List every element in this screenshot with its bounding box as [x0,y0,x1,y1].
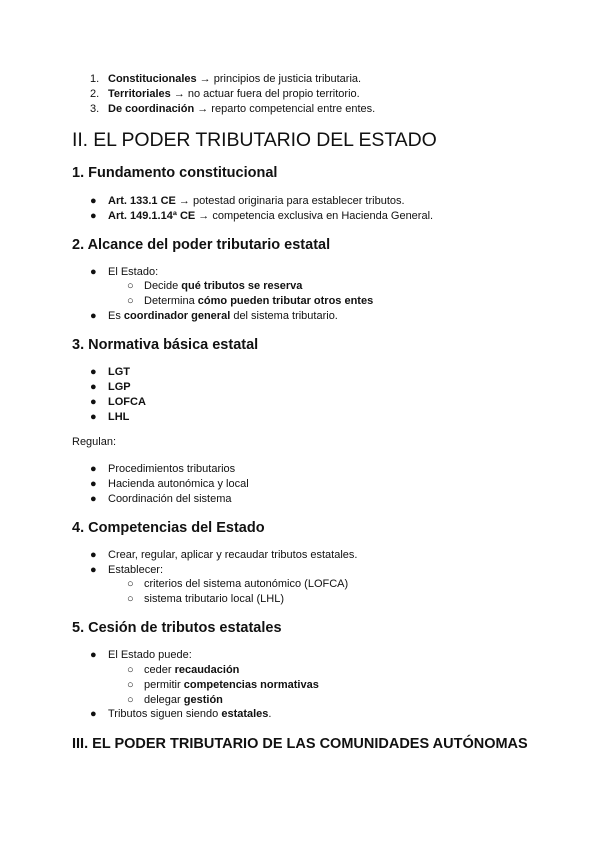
nested-item-text: delegar [144,694,184,706]
list-item-text: → reparto competencial entre entes. [194,103,376,115]
bullet-icon: ● [90,381,97,393]
nested-item-text: ceder [144,664,175,676]
list-item-bold: De coordinación [108,103,195,115]
list-item-text: Tributos siguen siendo [108,708,222,720]
nested-item-text: permitir [144,679,184,691]
bullet-icon: ● [90,708,97,720]
bullet-icon: ● [90,411,97,423]
bullet-icon: ● [90,396,97,408]
list-item: El Estado puede: [108,649,192,661]
nested-list-item [144,279,302,293]
law-item: LHL [108,411,130,423]
nested-item-bold: competencias normativas [183,679,319,691]
list-item-text: → competencia exclusiva en Hacienda General. [195,210,434,222]
nested-list-item [144,663,239,677]
paragraph: Regulan: [72,436,117,448]
bullet-icon: ● [90,493,97,505]
bullet-icon: ● [90,478,97,490]
nested-item-bold: qué tributos se reserva [181,280,303,292]
nested-list-item [144,693,223,707]
nested-item-bold: gestión [183,694,223,706]
subsection-heading: 5. Cesión de tributos estatales [72,620,282,636]
list-item: Hacienda autonómica y local [108,478,249,490]
list-item-bold: Constitucionales [108,73,197,85]
list-item [108,72,361,86]
nested-list-item: criterios del sistema autonómico (LOFCA) [144,578,349,590]
list-number: 1. [90,73,100,85]
nested-list-item: sistema tributario local (LHL) [144,593,284,605]
list-item-bold: estatales [221,708,269,720]
bullet-icon: ● [90,210,97,222]
subsection-heading: 1. Fundamento constitucional [72,165,278,181]
list-item-text: → principios de justicia tributaria. [196,73,362,85]
list-item-bold: coordinador general [123,310,231,322]
bullet-icon: ● [90,649,97,661]
law-item: LGP [108,381,131,393]
nested-item-bold: recaudación [174,664,240,676]
section-heading: III. EL PODER TRIBUTARIO DE LAS COMUNIDADES AUTÓNOMAS [72,736,528,752]
list-item: Crear, regular, aplicar y recaudar tributos estatales. [108,549,358,561]
bullet-icon: ● [90,549,97,561]
list-item-text: del sistema tributario. [230,310,338,322]
list-number: 3. [90,103,100,115]
list-item: Procedimientos tributarios [108,463,236,475]
nested-list-item [144,678,319,692]
nested-item-text: Decide [144,280,182,292]
list-item [108,102,375,116]
bullet-icon: ● [90,310,97,322]
subsection-heading: 3. Normativa básica estatal [72,337,259,353]
list-item [108,194,405,208]
circle-bullet-icon: ○ [127,280,134,292]
list-item [108,707,271,721]
bullet-icon: ● [90,266,97,278]
list-item-bold: Art. 149.1.14ª CE [108,210,196,222]
law-item: LOFCA [108,396,146,408]
bullet-icon: ● [90,195,97,207]
bullet-icon: ● [90,463,97,475]
section-heading: II. EL PODER TRIBUTARIO DEL ESTADO [72,129,437,151]
list-item-bold: Art. 133.1 CE [108,195,176,207]
circle-bullet-icon: ○ [127,578,134,590]
nested-item-text: Determina [144,295,198,307]
list-item [108,309,338,323]
list-item [108,209,433,223]
circle-bullet-icon: ○ [127,593,134,605]
list-number: 2. [90,88,100,100]
circle-bullet-icon: ○ [127,295,134,307]
subsection-heading: 2. Alcance del poder tributario estatal [72,237,331,253]
list-item: Establecer: [108,564,164,576]
nested-item-bold: cómo pueden tributar otros entes [197,295,374,307]
circle-bullet-icon: ○ [127,664,134,676]
list-item: El Estado: [108,266,159,278]
list-item-text: Es [108,310,124,322]
list-item-bold: Territoriales [108,88,171,100]
bullet-icon: ● [90,366,97,378]
list-item-text: . [268,708,272,720]
bullet-icon: ● [90,564,97,576]
law-item: LGT [108,366,130,378]
circle-bullet-icon: ○ [127,694,134,706]
nested-list-item [144,294,373,308]
subsection-heading: 4. Competencias del Estado [72,520,265,536]
list-item-text: → no actuar fuera del propio territorio. [170,88,360,100]
list-item-text: → potestad originaria para establecer tributos. [175,195,405,207]
list-item: Coordinación del sistema [108,493,232,505]
circle-bullet-icon: ○ [127,679,134,691]
list-item [108,87,360,101]
